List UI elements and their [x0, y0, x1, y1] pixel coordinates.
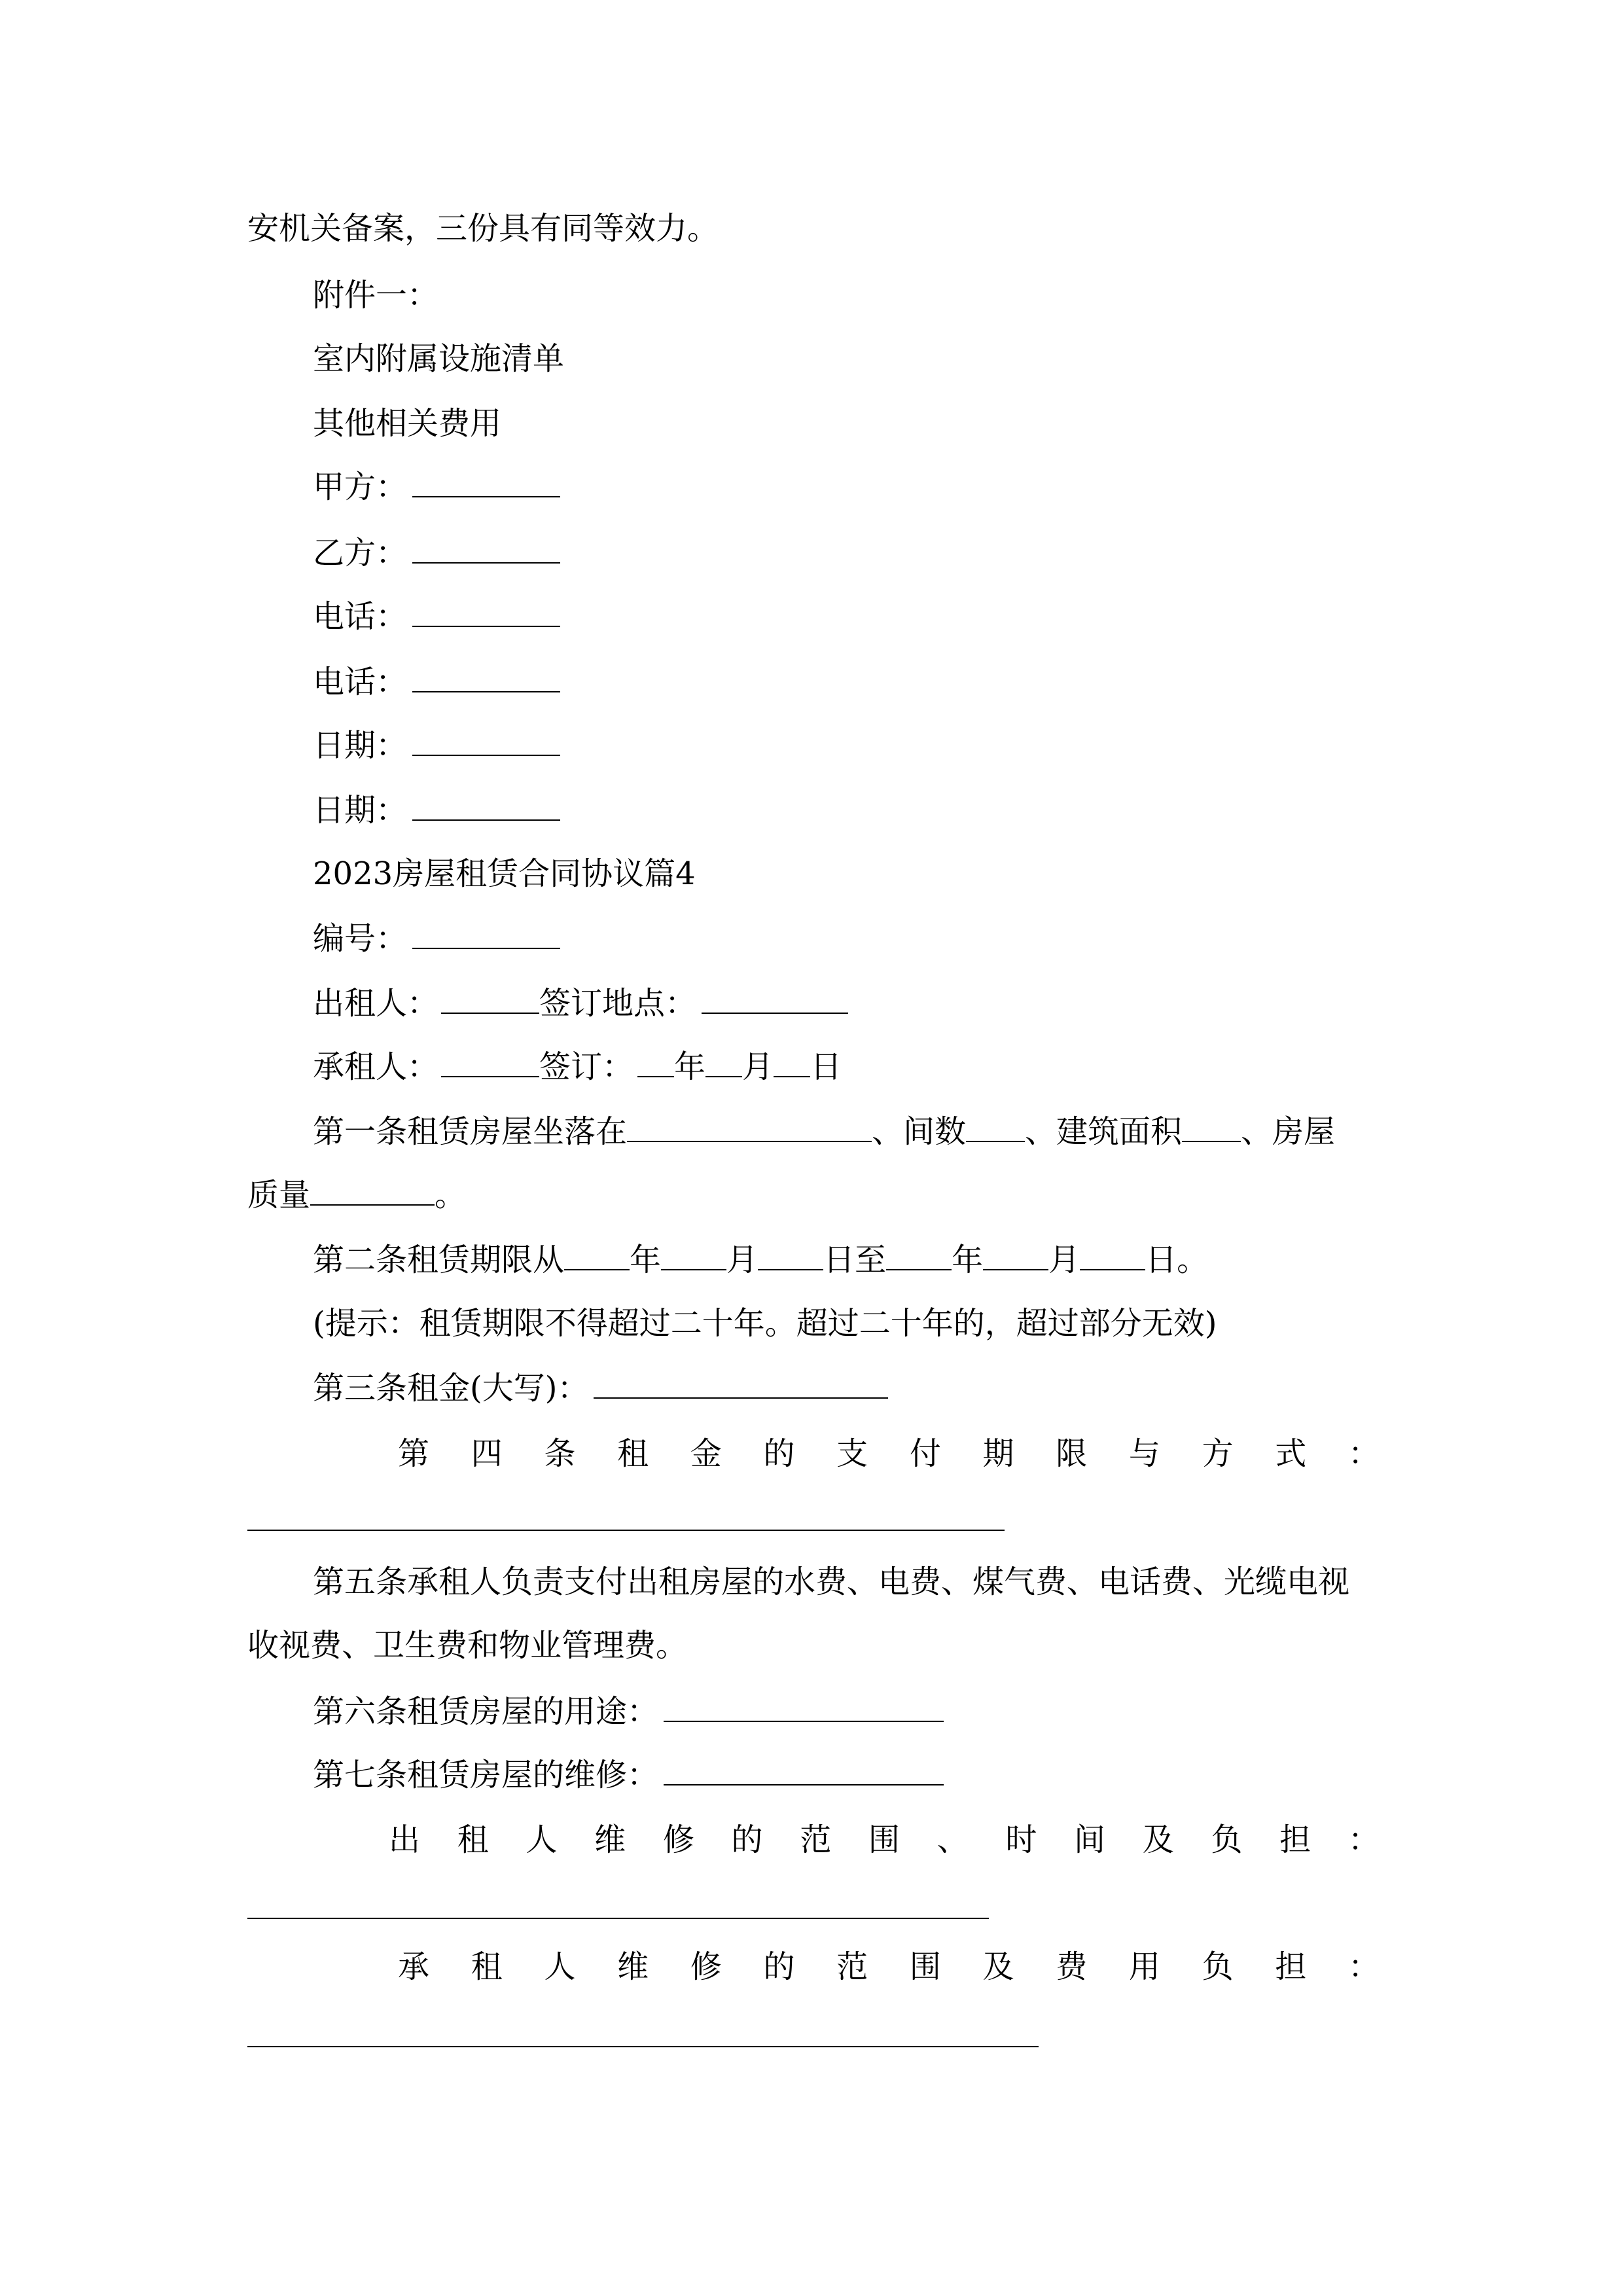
sign-day-blank[interactable] [774, 1047, 810, 1077]
lessee-blank[interactable] [441, 1047, 539, 1077]
article-2-label: 第二条租赁期限从 [313, 1242, 565, 1278]
spaced-char: 维 [594, 1821, 626, 1858]
date-a-blank[interactable] [412, 726, 560, 756]
article-7-label: 第七条租赁房屋的维修： [313, 1757, 659, 1793]
attachment-title: 附件一： [313, 277, 439, 314]
spaced-char: 负 [1202, 1948, 1234, 1985]
phone-b-blank[interactable] [412, 662, 560, 692]
intro-tail-text: 安机关备案，三份具有同等效力。 [247, 210, 719, 247]
spaced-char: 范 [836, 1948, 868, 1985]
spaced-char: 方 [1202, 1435, 1234, 1472]
lessor-field [313, 984, 848, 1023]
date-a-field [313, 726, 560, 765]
article-5-line-1: 第五条承租人负责支付出租房屋的水费、电费、煤气费、电话费、光缆电视 [313, 1564, 1350, 1600]
spaced-char: 、 [936, 1821, 969, 1858]
spaced-char: 围 [909, 1948, 941, 1985]
lessee-field [313, 1047, 842, 1086]
start-year-unit: 年 [630, 1242, 662, 1278]
party-a-field [313, 467, 560, 507]
spaced-char: 人 [526, 1821, 558, 1858]
spaced-char: 的 [763, 1435, 795, 1472]
sign-month-unit: 月 [742, 1049, 774, 1085]
end-year-unit: 年 [952, 1242, 984, 1278]
spaced-char: 用 [1128, 1948, 1160, 1985]
quality-label: 质量 [247, 1177, 311, 1213]
section-title: 2023房屋租赁合同协议篇4 [313, 855, 696, 892]
spaced-char: 限 [1056, 1435, 1088, 1472]
sign-place-blank[interactable] [702, 984, 848, 1014]
spaced-char: 的 [731, 1821, 763, 1858]
spaced-char: ： [1347, 1948, 1380, 1985]
spaced-char: 时 [1005, 1821, 1037, 1858]
lessor-blank[interactable] [441, 984, 539, 1014]
spaced-char: 维 [617, 1948, 649, 1985]
lessor-label: 出租人： [313, 985, 439, 1022]
quality-blank[interactable] [310, 1175, 435, 1206]
lessor-repair-blank[interactable] [247, 1918, 989, 1919]
spaced-char: 条 [544, 1435, 576, 1472]
spaced-char: 负 [1211, 1821, 1243, 1858]
spaced-char: 人 [544, 1948, 576, 1985]
other-fees-heading: 其他相关费用 [313, 405, 502, 442]
house-label: 、房屋 [1241, 1113, 1336, 1150]
phone-a-field [313, 597, 560, 636]
article-3-label: 第三条租金(大写)： [313, 1370, 589, 1407]
spaced-char: 围 [868, 1821, 900, 1858]
number-field [313, 919, 560, 958]
spaced-char: 四 [471, 1435, 503, 1472]
start-year-blank[interactable] [564, 1240, 630, 1270]
sign-day-unit: 日 [810, 1049, 842, 1085]
usage-blank[interactable] [664, 1692, 944, 1722]
spaced-char: 修 [690, 1948, 722, 1985]
article-3 [313, 1369, 888, 1408]
article-6 [313, 1692, 944, 1731]
sign-year-unit: 年 [674, 1049, 706, 1085]
end-year-blank[interactable] [886, 1240, 952, 1270]
sign-month-blank[interactable] [705, 1047, 742, 1077]
start-month-unit: 月 [726, 1242, 758, 1278]
spaced-char: 范 [800, 1821, 832, 1858]
phone-b-label: 电话： [313, 664, 408, 700]
end-month-unit: 月 [1048, 1242, 1080, 1278]
number-label: 编号： [313, 920, 408, 957]
lessor-repair-label [389, 1820, 1380, 1859]
start-day-unit: 日至 [823, 1242, 887, 1278]
spaced-char: 租 [457, 1821, 489, 1858]
spaced-char: 修 [662, 1821, 694, 1858]
facilities-list-heading: 室内附属设施清单 [313, 340, 565, 377]
spaced-char: 担 [1275, 1948, 1307, 1985]
spaced-char: 期 [982, 1435, 1014, 1472]
party-a-label: 甲方： [313, 469, 408, 505]
lease-term-hint: (提示：租赁期限不得超过二十年。超过二十年的，超过部分无效) [313, 1305, 1217, 1342]
spaced-char: 间 [1074, 1821, 1106, 1858]
number-blank[interactable] [412, 919, 560, 949]
room-count-blank[interactable] [966, 1112, 1025, 1142]
spaced-char: 支 [836, 1435, 868, 1472]
phone-a-label: 电话： [313, 598, 408, 635]
sign-year-blank[interactable] [637, 1047, 674, 1077]
article-2 [313, 1240, 1208, 1280]
date-b-blank[interactable] [412, 791, 560, 821]
spaced-char: 及 [1142, 1821, 1174, 1858]
party-b-field [313, 533, 560, 573]
spaced-char: ： [1347, 1821, 1380, 1858]
date-b-label: 日期： [313, 792, 408, 829]
end-month-blank[interactable] [983, 1240, 1048, 1270]
end-day-blank[interactable] [1080, 1240, 1145, 1270]
room-count-label: 、间数 [872, 1113, 967, 1150]
date-a-label: 日期： [313, 727, 408, 764]
article-7 [313, 1755, 944, 1795]
sign-date-label: 签订： [539, 1049, 634, 1085]
article-1-line-1 [313, 1112, 1335, 1151]
repair-blank[interactable] [664, 1755, 944, 1785]
spaced-char: 担 [1279, 1821, 1311, 1858]
lessee-label: 承租人： [313, 1049, 439, 1085]
spaced-char: ： [1347, 1435, 1380, 1472]
spaced-char: 租 [471, 1948, 503, 1985]
article-6-label: 第六条租赁房屋的用途： [313, 1693, 659, 1730]
article-4-label [398, 1434, 1380, 1473]
floor-area-blank[interactable] [1182, 1112, 1241, 1142]
location-blank[interactable] [627, 1112, 872, 1142]
phone-a-blank[interactable] [412, 597, 560, 627]
start-day-blank[interactable] [758, 1240, 823, 1270]
party-b-blank[interactable] [412, 533, 560, 564]
rent-amount-blank[interactable] [594, 1369, 888, 1399]
lessee-repair-blank[interactable] [247, 2046, 1039, 2047]
spaced-char: 出 [389, 1821, 421, 1858]
spaced-char: 费 [1056, 1948, 1088, 1985]
article-5-line-2: 收视费、卫生费和物业管理费。 [247, 1627, 688, 1664]
spaced-char: 租 [617, 1435, 649, 1472]
end-day-unit: 日。 [1145, 1242, 1209, 1278]
party-a-blank[interactable] [412, 467, 560, 497]
spaced-char: 付 [909, 1435, 941, 1472]
spaced-char: 及 [982, 1948, 1014, 1985]
start-month-blank[interactable] [661, 1240, 726, 1270]
spaced-char: 的 [763, 1948, 795, 1985]
article-1-location-label: 第一条租赁房屋坐落在 [313, 1113, 628, 1150]
spaced-char: 式 [1275, 1435, 1307, 1472]
article-1-period: 。 [435, 1177, 467, 1213]
spaced-char: 第 [398, 1435, 430, 1472]
sign-place-label: 签订地点： [539, 985, 697, 1022]
party-b-label: 乙方： [313, 535, 408, 571]
floor-area-label: 、建筑面积 [1025, 1113, 1183, 1150]
spaced-char: 承 [398, 1948, 430, 1985]
date-b-field [313, 791, 560, 830]
phone-b-field [313, 662, 560, 702]
lessee-repair-label [398, 1947, 1380, 1986]
spaced-char: 金 [690, 1435, 722, 1472]
spaced-char: 与 [1128, 1435, 1160, 1472]
article-4-blank[interactable] [247, 1530, 1005, 1531]
article-1-line-2 [247, 1175, 466, 1215]
